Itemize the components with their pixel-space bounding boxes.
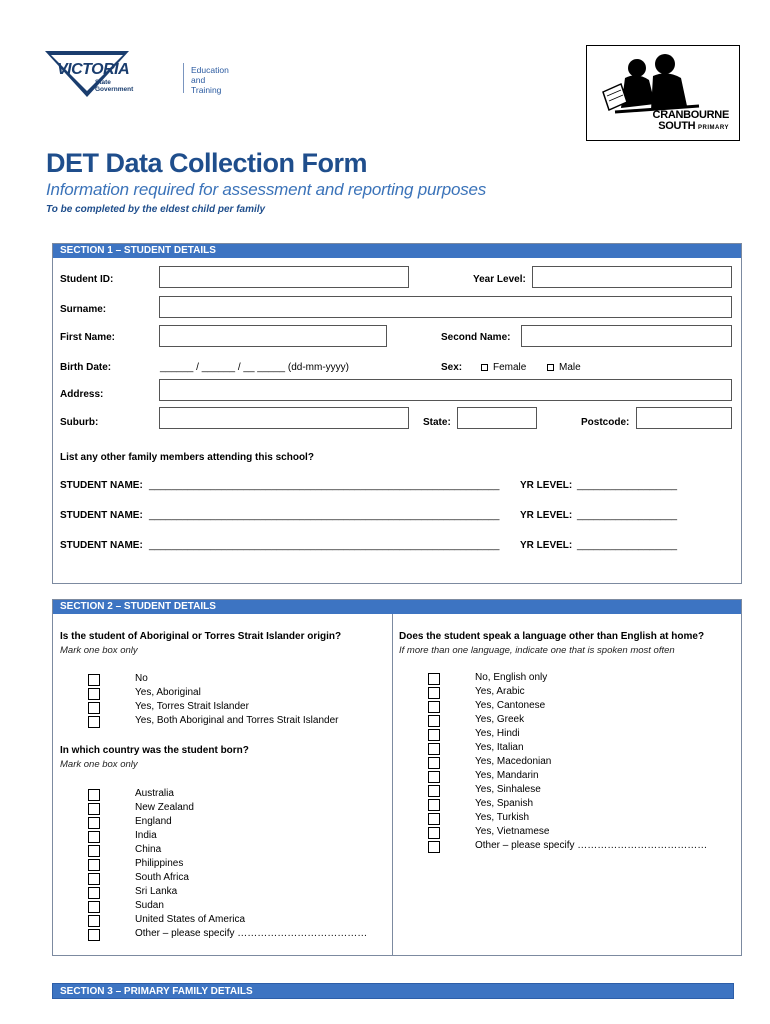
language-checkbox[interactable] [428, 785, 440, 797]
language-checkbox[interactable] [428, 701, 440, 713]
country-checkbox[interactable] [88, 817, 100, 829]
language-checkbox[interactable] [428, 841, 440, 853]
state-label: State: [423, 417, 451, 428]
female-checkbox[interactable] [481, 364, 488, 371]
logo-divider [183, 63, 184, 93]
country-checkbox[interactable] [88, 831, 100, 843]
language-option-label: Yes, Spanish [475, 798, 534, 809]
origin-checkbox[interactable] [88, 674, 100, 686]
page-subtitle: Information required for assessment and reporting purposes [46, 180, 487, 199]
country-checkbox[interactable] [88, 789, 100, 801]
country-option-label: United States of America [135, 914, 246, 925]
vic-sub: State Government [95, 79, 134, 93]
language-checkbox[interactable] [428, 757, 440, 769]
origin-option-label: Yes, Aboriginal [135, 687, 201, 698]
language-option-label: Yes, Italian [475, 742, 524, 753]
country-checkbox[interactable] [88, 929, 100, 941]
yr-level-label-1: YR LEVEL: [520, 480, 573, 491]
country-option-label: Philippines [135, 858, 184, 869]
country-checkbox[interactable] [88, 873, 100, 885]
student-id-label: Student ID: [60, 274, 114, 285]
language-option-label: Yes, Sinhalese [475, 784, 541, 795]
language-checkbox[interactable] [428, 743, 440, 755]
sex-male-option[interactable]: Male [547, 362, 581, 373]
language-hint: If more than one language, indicate one that is spoken most often [399, 645, 675, 656]
country-question: In which country was the student born? [60, 745, 249, 756]
language-option-label: Yes, Arabic [475, 686, 525, 697]
language-checkbox[interactable] [428, 715, 440, 727]
country-option-label: England [135, 816, 172, 827]
year-level-field[interactable] [532, 266, 732, 288]
language-option-label: Other – please specify ………………………………… [475, 840, 708, 851]
origin-hint: Mark one box only [60, 645, 138, 656]
language-option-label: Yes, Turkish [475, 812, 530, 823]
student-name-line-2[interactable]: _______________________________________________________________ [149, 510, 500, 521]
address-label: Address: [60, 389, 104, 400]
surname-label: Surname: [60, 304, 107, 315]
country-option-label: China [135, 844, 162, 855]
school-logo [586, 45, 740, 141]
language-option-label: No, English only [475, 672, 548, 683]
section-3-heading: SECTION 3 – PRIMARY FAMILY DETAILS [52, 983, 734, 999]
country-checkbox[interactable] [88, 803, 100, 815]
language-option-label: Yes, Cantonese [475, 700, 546, 711]
student-name-line-1[interactable]: _______________________________________________________________ [149, 480, 500, 491]
country-option-label: India [135, 830, 157, 841]
language-option-label: Yes, Greek [475, 714, 525, 725]
language-option-label: Yes, Macedonian [475, 756, 552, 767]
language-option-label: Yes, Mandarin [475, 770, 539, 781]
student-name-label-3: STUDENT NAME: [60, 540, 143, 551]
family-question: List any other family members attending this school? [60, 452, 314, 463]
origin-question: Is the student of Aboriginal or Torres Strait Islander origin? [60, 631, 342, 642]
department-name: Education and Training [191, 65, 229, 95]
address-field[interactable] [159, 379, 732, 401]
origin-option-label: Yes, Torres Strait Islander [135, 701, 249, 712]
country-checkbox[interactable] [88, 915, 100, 927]
section-1-student-details [52, 243, 742, 584]
first-name-field[interactable] [159, 325, 387, 347]
language-checkbox[interactable] [428, 813, 440, 825]
language-option-label: Yes, Hindi [475, 728, 520, 739]
surname-field[interactable] [159, 296, 732, 318]
language-checkbox[interactable] [428, 799, 440, 811]
origin-option-label: Yes, Both Aboriginal and Torres Strait Islander [135, 715, 339, 726]
yr-level-line-1[interactable]: __________________ [577, 480, 678, 491]
language-checkbox[interactable] [428, 771, 440, 783]
origin-checkbox[interactable] [88, 702, 100, 714]
school-name: CRANBOURNE SOUTH PRIMARY [652, 109, 729, 132]
language-checkbox[interactable] [428, 827, 440, 839]
column-divider [392, 614, 393, 955]
state-field[interactable] [457, 407, 537, 429]
language-checkbox[interactable] [428, 687, 440, 699]
vic-wordmark: VICTORIA [57, 61, 130, 78]
section-1-heading: SECTION 1 – STUDENT DETAILS [53, 244, 741, 258]
year-level-label: Year Level: [473, 274, 526, 285]
origin-checkbox[interactable] [88, 716, 100, 728]
country-option-label: New Zealand [135, 802, 194, 813]
origin-checkbox[interactable] [88, 688, 100, 700]
birth-date-label: Birth Date: [60, 362, 112, 373]
student-name-line-3[interactable]: _______________________________________________________________ [149, 540, 500, 551]
country-option-label: South Africa [135, 872, 189, 883]
section-2-student-details [52, 599, 742, 956]
children-reading-icon [595, 52, 705, 116]
country-option-label: Sri Lanka [135, 886, 178, 897]
country-option-label: Sudan [135, 900, 164, 911]
country-checkbox[interactable] [88, 859, 100, 871]
country-hint: Mark one box only [60, 759, 138, 770]
language-question: Does the student speak a language other than English at home? [399, 631, 705, 642]
second-name-field[interactable] [521, 325, 732, 347]
first-name-label: First Name: [60, 332, 116, 343]
suburb-label: Suburb: [60, 417, 99, 428]
sex-label: Sex: [441, 362, 463, 373]
section-2-heading: SECTION 2 – STUDENT DETAILS [53, 600, 741, 614]
yr-level-line-2[interactable]: __________________ [577, 510, 678, 521]
male-checkbox[interactable] [547, 364, 554, 371]
country-checkbox[interactable] [88, 845, 100, 857]
origin-option-label: No [135, 673, 148, 684]
birth-date-format[interactable]: ______ / ______ / __ _____ (dd-mm-yyyy) [160, 362, 349, 373]
language-option-label: Yes, Vietnamese [475, 826, 550, 837]
country-option-label: Australia [135, 788, 174, 799]
victoria-government-logo [45, 51, 229, 97]
student-name-label-1: STUDENT NAME: [60, 480, 143, 491]
suburb-field[interactable] [159, 407, 409, 429]
country-checkbox[interactable] [88, 887, 100, 899]
postcode-field[interactable] [636, 407, 732, 429]
country-option-label: Other – please specify ………………………………… [135, 928, 368, 939]
yr-level-label-2: YR LEVEL: [520, 510, 573, 521]
page-title: DET Data Collection Form [46, 148, 368, 178]
section-3-primary-family-details [52, 983, 734, 999]
language-checkbox[interactable] [428, 673, 440, 685]
yr-level-label-3: YR LEVEL: [520, 540, 573, 551]
sex-female-option[interactable]: Female [481, 362, 526, 373]
country-checkbox[interactable] [88, 901, 100, 913]
yr-level-line-3[interactable]: __________________ [577, 540, 678, 551]
language-checkbox[interactable] [428, 729, 440, 741]
postcode-label: Postcode: [581, 417, 630, 428]
student-id-field[interactable] [159, 266, 409, 288]
second-name-label: Second Name: [441, 332, 511, 343]
completion-note: To be completed by the eldest child per family [46, 204, 266, 215]
student-name-label-2: STUDENT NAME: [60, 510, 143, 521]
